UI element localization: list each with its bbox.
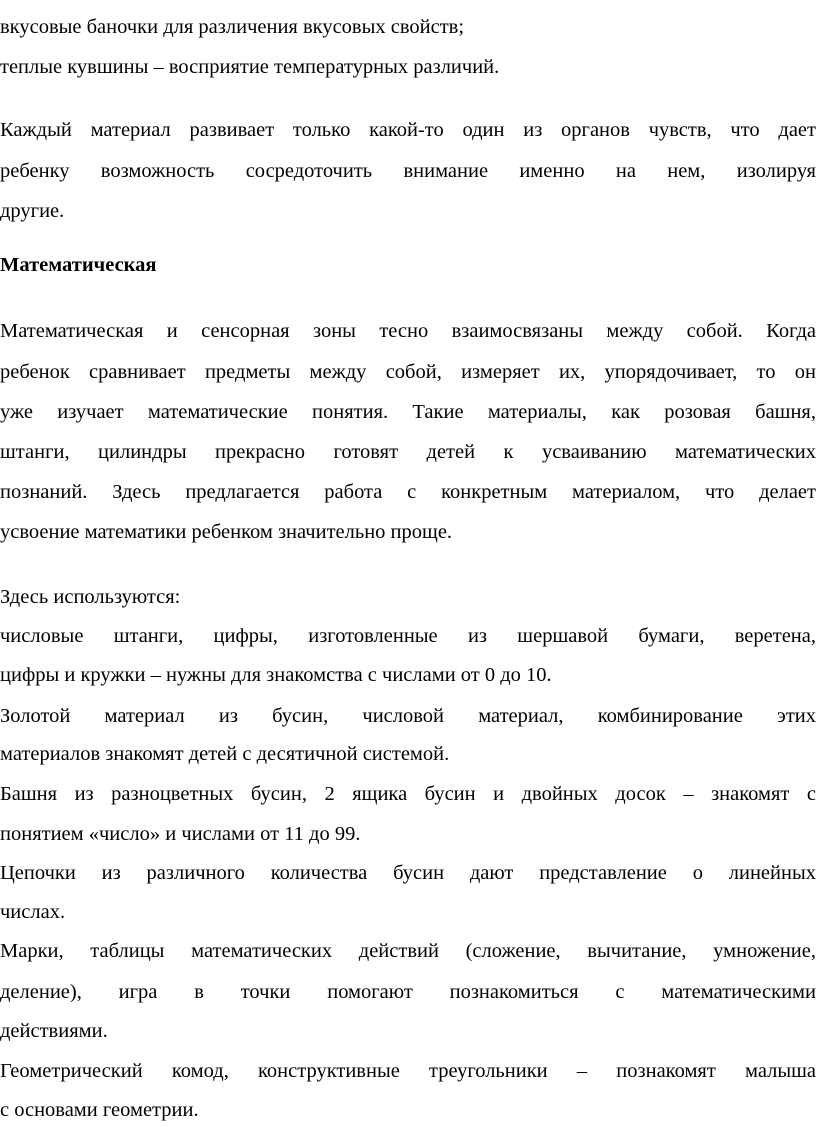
item-4-line-2: числах. <box>0 901 66 923</box>
item-5-line-1: Марки, таблицы математических действий (сложение, вычитание, умножение, <box>0 940 816 962</box>
item-1-line-1: числовые штанги, цифры, изготовленные из шершавой бумаги, веретена, <box>0 625 816 647</box>
item-1-line-2: цифры и кружки – нужны для знакомства с числами от 0 до 10. <box>0 664 552 686</box>
paragraph1-line-3: другие. <box>0 200 65 222</box>
item-2-line-1: Золотой материал из бусин, числовой материал, комбинирование этих <box>0 705 816 727</box>
item-5-line-3: действиями. <box>0 1020 108 1042</box>
item-6-line-2: с основами геометрии. <box>0 1099 199 1121</box>
paragraph2-line-4: штанги, цилиндры прекрасно готовят детей к усваиванию математических <box>0 441 816 463</box>
intro-line-2: теплые кувшины – восприятие температурных различий. <box>0 56 500 78</box>
item-3-line-1: Башня из разноцветных бусин, 2 ящика бусин и двойных досок – знакомят с <box>0 783 816 805</box>
paragraph2-line-3: уже изучает математические понятия. Такие материалы, как розовая башня, <box>0 401 816 423</box>
item-5-line-2: деление), игра в точки помогают познакомиться с математическими <box>0 981 816 1003</box>
paragraph1-line-2: ребенку возможность сосредоточить внимание именно на нем, изолируя <box>0 160 816 182</box>
item-3-line-2: понятием «число» и числами от 11 до 99. <box>0 823 361 845</box>
item-2-line-2: материалов знакомят детей с десятичной системой. <box>0 743 450 765</box>
intro-line-1: вкусовые баночки для различения вкусовых свойств; <box>0 16 465 38</box>
paragraph2-line-6: усвоение математики ребенком значительно проще. <box>0 521 453 543</box>
paragraph2-line-2: ребенок сравнивает предметы между собой, измеряет их, упорядочивает, то он <box>0 361 816 383</box>
paragraph1-line-1: Каждый материал развивает только какой-то один из органов чувств, что дает <box>0 119 816 141</box>
paragraph2-line-1: Математическая и сенсорная зоны тесно взаимосвязаны между собой. Когда <box>0 320 816 342</box>
section-heading: Математическая <box>0 254 157 276</box>
item-4-line-1: Цепочки из различного количества бусин дают представление о линейных <box>0 862 816 884</box>
paragraph2-line-5: познаний. Здесь предлагается работа с конкретным материалом, что делает <box>0 481 816 503</box>
list-intro: Здесь используются: <box>0 586 181 608</box>
item-6-line-1: Геометрический комод, конструктивные треугольники – познакомят малыша <box>0 1060 816 1082</box>
